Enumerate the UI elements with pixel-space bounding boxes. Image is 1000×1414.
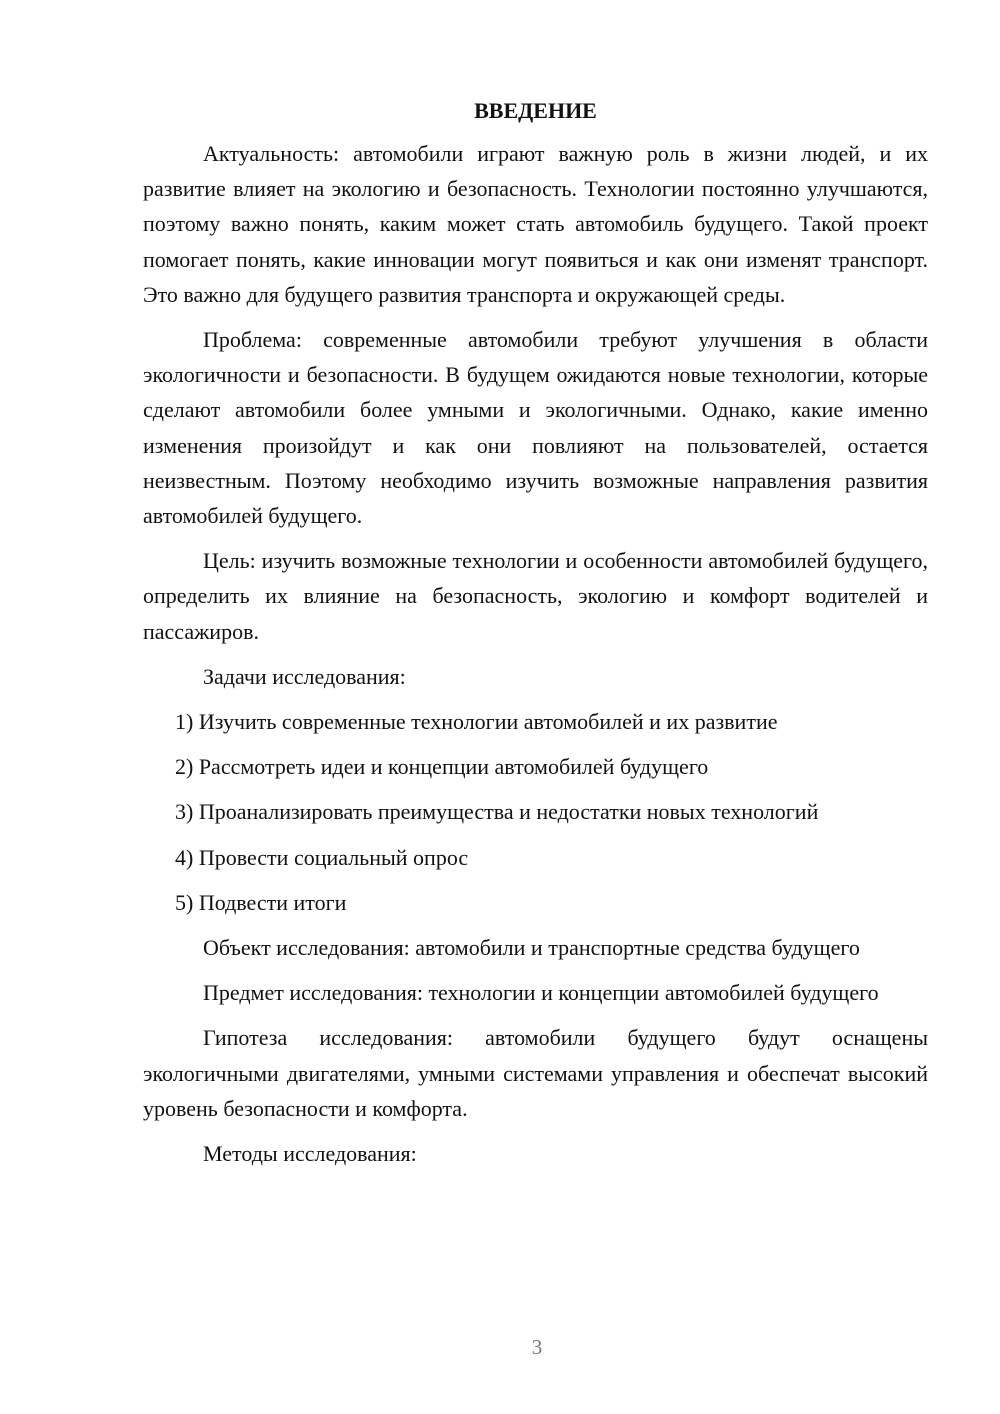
methods-heading: Методы исследования:	[203, 1141, 417, 1167]
page-number: 3	[531, 1335, 543, 1359]
task-list-item: 3) Проанализировать преимущества и недостатки новых технологий	[175, 799, 819, 825]
page-title: ВВЕДЕНИЕ	[474, 98, 597, 123]
hypothesis-paragraph: Гипотеза исследования: автомобили будущего будут оснащены экологичными двигателями, умными системами управления и обеспечат высокий уровень безопасности и комфорта.	[143, 1025, 928, 1121]
subject-paragraph: Предмет исследования: технологии и концепции автомобилей будущего	[203, 980, 879, 1006]
problem-paragraph: Проблема: современные автомобили требуют улучшения в области экологичности и безопасности. В будущем ожидаются новые технологии, которые сделают автомобили более умными и экологичными. Однако, какие именно изменения произойдут и как они повлияют на пользователей, остается неизвестным. Поэтому необходимо изучить возможные направления развития автомобилей будущего.	[143, 327, 928, 529]
relevance-paragraph: Актуальность: автомобили играют важную роль в жизни людей, и их развитие влияет на экологию и безопасность. Технологии постоянно улучшаются, поэтому важно понять, каким может стать автомобиль будущего. Такой проект помогает понять, какие инновации могут появиться и как они изменят транспорт. Это важно для будущего развития транспорта и окружающей среды.	[143, 141, 928, 307]
task-list-item: 5) Подвести итоги	[175, 889, 347, 915]
goal-paragraph: Цель: изучить возможные технологии и особенности автомобилей будущего, определить их влияние на безопасность, экологию и комфорт водителей и пассажиров.	[143, 548, 928, 644]
task-list-item: 4) Провести социальный опрос	[175, 844, 469, 870]
task-list-item: 2) Рассмотреть идеи и концепции автомобилей будущего	[175, 754, 709, 780]
document-body	[143, 96, 928, 1181]
tasks-heading: Задачи исследования:	[203, 663, 406, 689]
task-list-item: 1) Изучить современные технологии автомобилей и их развитие	[175, 709, 778, 735]
object-paragraph: Объект исследования: автомобили и транспортные средства будущего	[203, 935, 860, 961]
